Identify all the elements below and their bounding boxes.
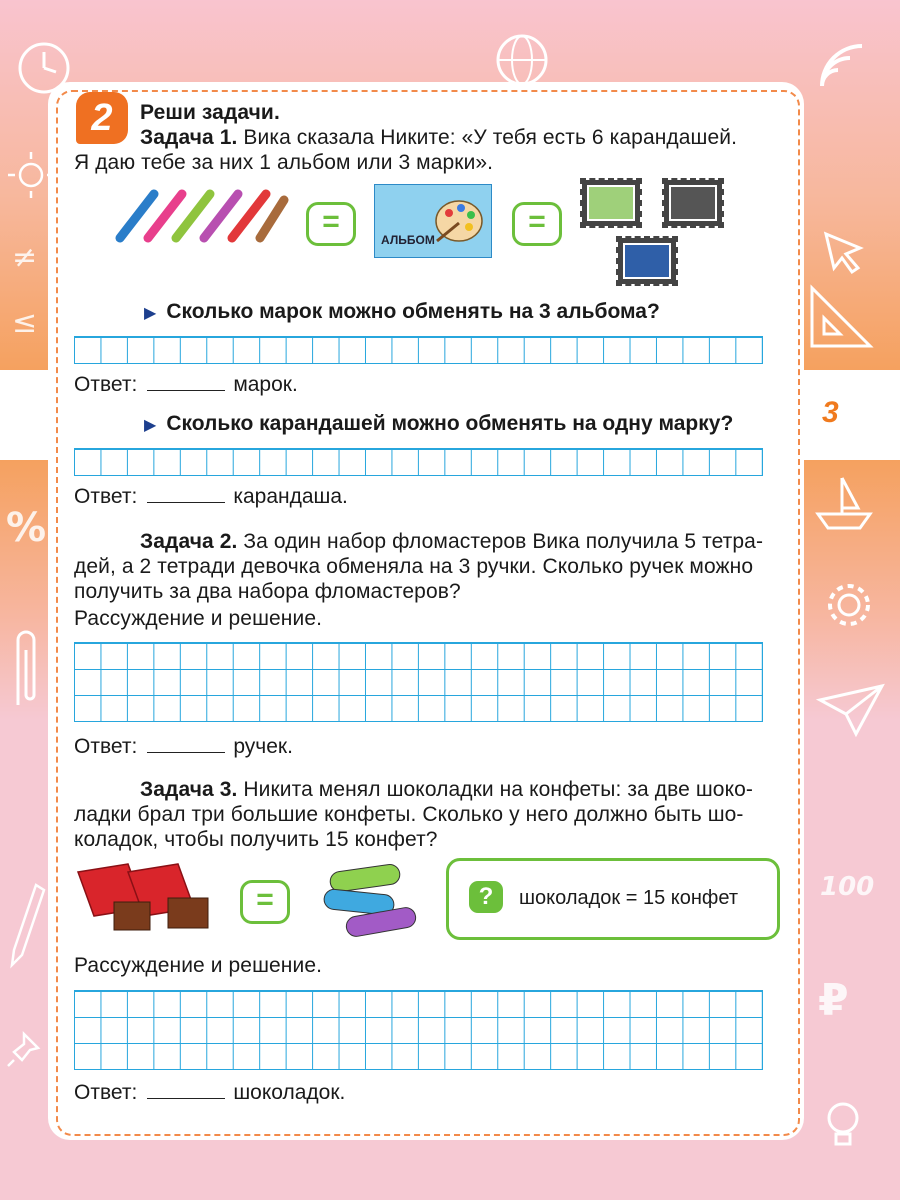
task2-line3: получить за два набора фломастеров?	[74, 580, 461, 603]
not-equal-icon: ≠	[12, 240, 38, 275]
lightbulb-icon	[818, 1096, 868, 1158]
task3-reasoning-label: Рассуждение и решение.	[74, 954, 323, 977]
answer-blank[interactable]	[147, 372, 225, 391]
task3-answer: Ответ: шоколадок.	[74, 1081, 346, 1104]
answer-grid-task1-q2[interactable]	[74, 448, 763, 476]
exercise-number-badge: 2	[76, 92, 128, 144]
paper-boat-icon	[812, 470, 876, 534]
task3-line2: ладки брал три большие конфеты. Сколько у него должно быть шо-	[74, 803, 744, 826]
hundred-icon: 100	[820, 872, 875, 902]
task1-line2: Я даю тебе за них 1 альбом или 3 марки».	[74, 151, 494, 174]
question-marker-icon: ▶	[144, 417, 157, 434]
task1-answer2: Ответ: карандаша.	[74, 485, 348, 508]
album-label: АЛЬБОМ	[381, 233, 435, 247]
task3-line1: Задача 3. Никита менял шоколадки на конфеты: за две шоко-	[140, 778, 753, 801]
task1-line1: Задача 1. Вика сказала Никите: «У тебя есть 6 карандашей.	[140, 126, 738, 149]
less-equal-icon: ≤	[12, 305, 38, 340]
percent-icon: %	[6, 505, 47, 551]
task2-line2: дей, а 2 тетради девочка обменяла на 3 ручки. Сколько ручек можно	[74, 555, 754, 578]
exercise-heading: Реши задачи.	[140, 101, 280, 124]
globe-icon	[492, 30, 552, 90]
task2-reasoning-label: Рассуждение и решение.	[74, 607, 323, 630]
equals-sign: =	[240, 880, 290, 924]
answer-blank[interactable]	[147, 1080, 225, 1099]
candies-illustration	[302, 860, 438, 938]
question-mark-badge: ?	[469, 881, 503, 913]
album-illustration	[374, 184, 492, 258]
paper-plane-icon	[816, 680, 886, 740]
paint-palette-icon	[433, 195, 485, 245]
cursor-icon	[820, 228, 870, 278]
task2-line1: Задача 2. За один набор фломастеров Вика получила 5 тетра-	[140, 530, 764, 553]
task1-answer1: Ответ: марок.	[74, 373, 298, 396]
answer-grid-task1-q1[interactable]	[74, 336, 763, 364]
ruble-icon: ₽	[818, 975, 849, 1026]
task1-question2: ▶ Сколько карандашей можно обменять на одну марку?	[144, 412, 734, 435]
answer-blank[interactable]	[147, 734, 225, 753]
stamp-hedgehog-icon	[662, 178, 724, 228]
push-pin-icon	[4, 1030, 44, 1070]
chocolates-illustration	[74, 858, 226, 936]
task3-line3: коладок, чтобы получить 15 конфет?	[74, 828, 438, 851]
wifi-icon	[812, 36, 872, 96]
task1-question1: ▶ Сколько марок можно обменять на 3 альбома?	[144, 300, 660, 323]
solution-grid-task2[interactable]	[74, 642, 763, 722]
question-marker-icon: ▶	[144, 305, 157, 322]
condition-box	[446, 858, 780, 940]
answer-blank[interactable]	[147, 484, 225, 503]
task3-label: Задача 3.	[140, 778, 238, 801]
equals-sign: =	[512, 202, 562, 246]
page-number: 3	[822, 396, 839, 429]
pencils-illustration	[112, 186, 292, 248]
solution-grid-task3[interactable]	[74, 990, 763, 1070]
task2-label: Задача 2.	[140, 530, 238, 553]
equals-sign: =	[306, 202, 356, 246]
stamp-dinosaur-icon	[580, 178, 642, 228]
task1-label: Задача 1.	[140, 126, 238, 149]
task2-answer: Ответ: ручек.	[74, 735, 293, 758]
paperclip-icon	[8, 625, 42, 715]
pencil-icon	[6, 880, 46, 970]
triangle-ruler-icon	[806, 282, 876, 352]
gear-icon	[824, 580, 874, 630]
condition-text: шоколадок = 15 конфет	[519, 887, 738, 909]
stamp-raccoon-icon	[616, 236, 678, 286]
